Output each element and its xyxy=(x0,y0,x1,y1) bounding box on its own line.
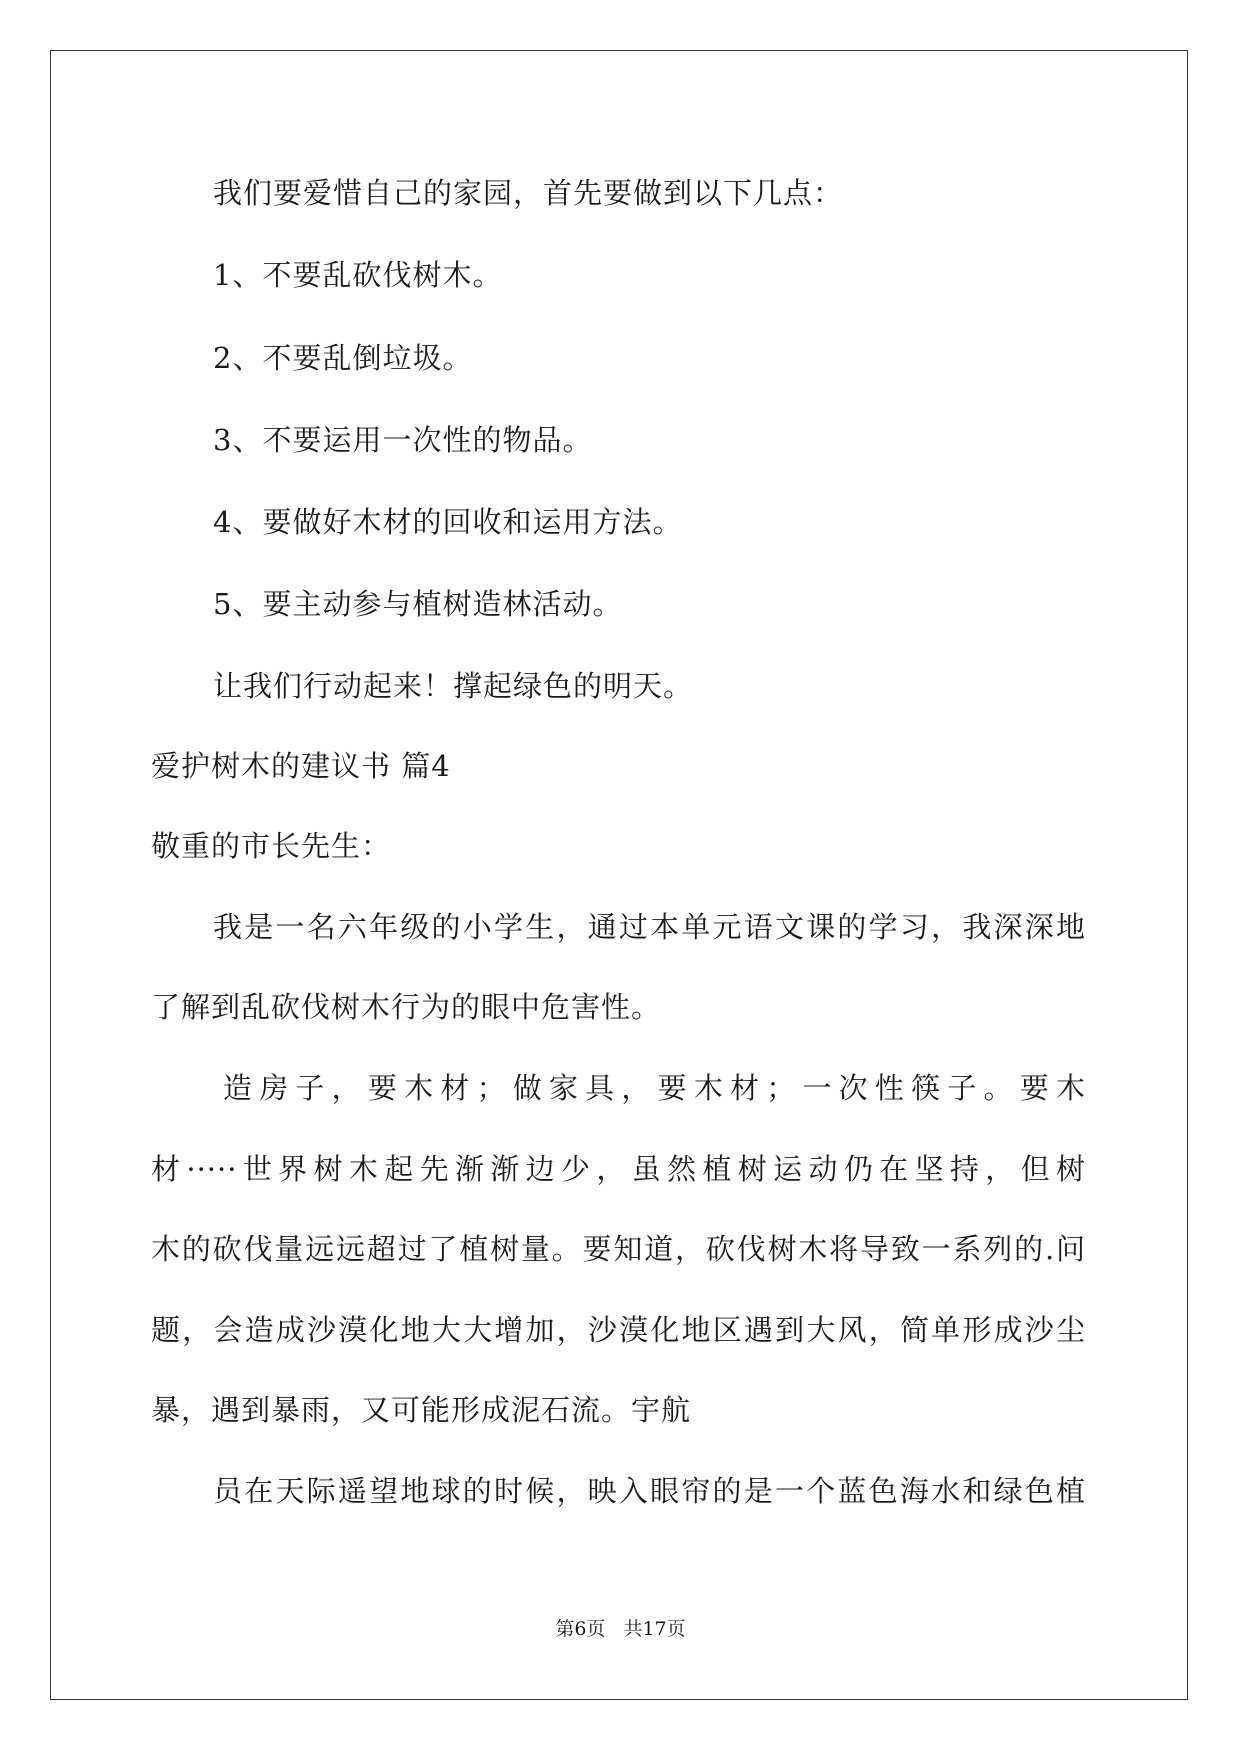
page-number: 第6页 xyxy=(555,1618,606,1640)
list-item: 4、要做好木材的回收和运用方法。 xyxy=(213,505,683,539)
page-frame xyxy=(50,50,1188,1700)
closing-line: 让我们行动起来！撑起绿色的明天。 xyxy=(213,669,694,703)
body-line: 木的砍伐量远远超过了植树量。要知道，砍伐树木将导致一系列的.问 xyxy=(151,1232,1086,1266)
list-item: 5、要主动参与植树造林活动。 xyxy=(213,587,623,621)
section-heading: 爱护树木的建议书 篇4 xyxy=(151,749,451,783)
body-line: 我是一名六年级的小学生，通过本单元语文课的学习，我深深地 xyxy=(213,910,1086,944)
salutation: 敬重的市长先生： xyxy=(151,829,392,863)
body-line: 员在天际遥望地球的时候，映入眼帘的是一个蓝色海水和绿色植 xyxy=(213,1474,1086,1508)
list-item: 2、不要乱倒垃圾。 xyxy=(213,341,473,375)
page-total: 共17页 xyxy=(623,1618,686,1640)
body-line: 暴，遇到暴雨，又可能形成泥石流。宇航 xyxy=(151,1393,692,1427)
body-line: 题，会造成沙漠化地大大增加，沙漠化地区遇到大风，简单形成沙尘 xyxy=(151,1313,1086,1347)
list-item: 1、不要乱砍伐树木。 xyxy=(213,258,503,292)
body-line: 造房子，要木材；做家具，要木材；一次性筷子。要木 xyxy=(223,1071,1086,1105)
intro-line: 我们要爱惜自己的家园，首先要做到以下几点： xyxy=(213,176,844,210)
page-footer xyxy=(0,1617,1241,1641)
list-item: 3、不要运用一次性的物品。 xyxy=(213,423,593,457)
body-line: 了解到乱砍伐树木行为的眼中危害性。 xyxy=(151,990,662,1024)
body-line: 材·····世界树木起先渐渐边少，虽然植树运动仍在坚持，但树 xyxy=(151,1152,1086,1186)
